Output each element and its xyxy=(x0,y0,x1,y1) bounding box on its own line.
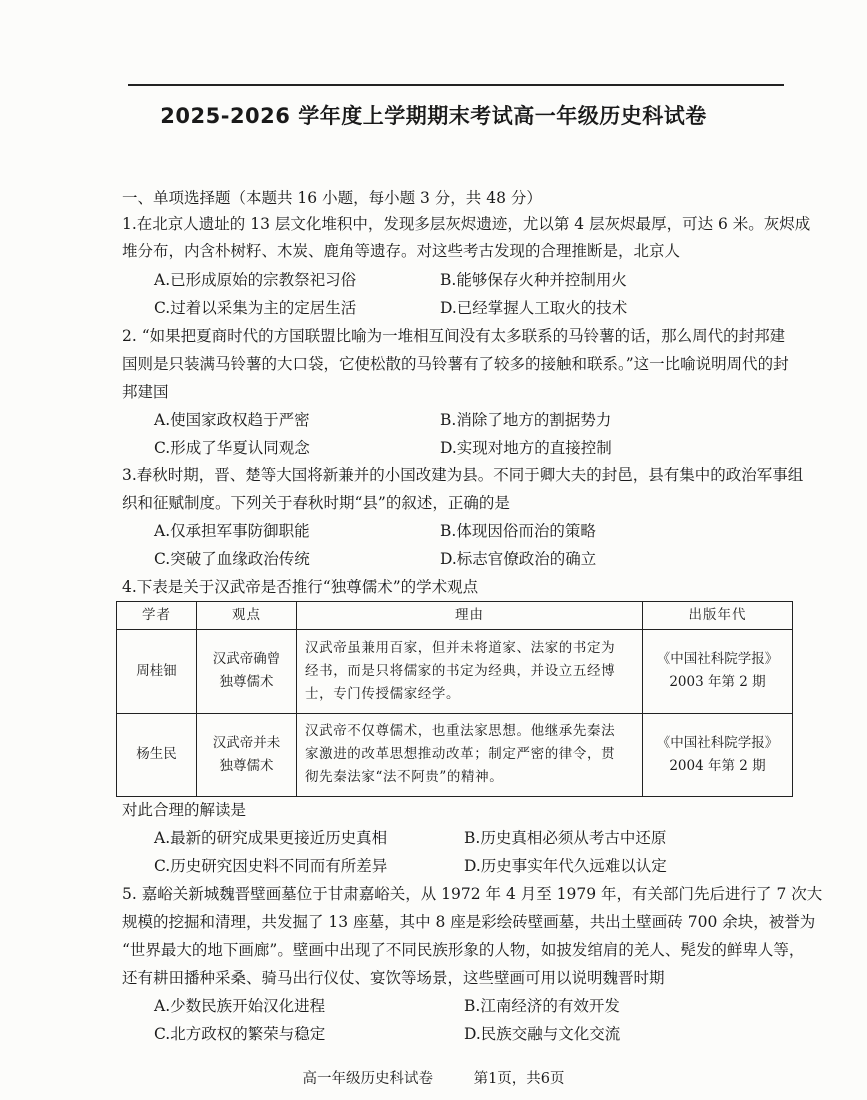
table-row xyxy=(117,713,793,797)
view-line: 独尊儒术 xyxy=(219,674,274,691)
q5-option-c[interactable]: C.北方政权的繁荣与稳定 xyxy=(154,1025,326,1043)
q5-option-d[interactable]: D.民族交融与文化交流 xyxy=(464,1025,621,1043)
reason-cell xyxy=(297,713,643,797)
q3-option-c[interactable]: C.突破了血缘政治传统 xyxy=(154,550,310,568)
view-cell xyxy=(197,713,297,797)
q4-stem: 4.下表是关于汉武帝是否推行“独尊儒术”的学术观点 xyxy=(122,578,479,596)
publication-cell xyxy=(643,713,793,797)
q3-option-b[interactable]: B.体现因俗而治的策略 xyxy=(440,522,596,540)
page-footer xyxy=(0,1067,867,1088)
q1-line: 1.在北京人遗址的 13 层文化堆积中，发现多层灰烬遗迹，尤以第 4 层灰烬最厚，可达 6 米。灰烬成 xyxy=(122,215,811,233)
footer-exam-name: 高一年级历史科试卷 xyxy=(302,1071,433,1087)
q2-line: 2. “如果把夏商时代的方国联盟比喻为一堆相互间没有太多联系的马铃薯的话，那么周代的封邦建 xyxy=(122,327,786,345)
reason-line: 家激进的改革思想推动改革；制定严密的律令，贯 xyxy=(305,746,616,763)
view-line: 汉武帝并未 xyxy=(212,734,281,751)
table-row xyxy=(117,630,793,714)
publication-line: 《中国社科院学报》 xyxy=(656,734,779,751)
q3-option-a[interactable]: A.仅承担军事防御职能 xyxy=(154,522,310,540)
table-header-row xyxy=(117,602,793,630)
q3-line: 织和征赋制度。下列关于春秋时期“县”的叙述，正确的是 xyxy=(122,494,510,512)
scholar-cell: 杨生民 xyxy=(117,713,197,797)
q5-line: “世界最大的地下画廊”。壁画中出现了不同民族形象的人物，如披发绾肩的羌人、髡发的鲜卑人等， xyxy=(122,941,805,959)
q4-option-c[interactable]: C.历史研究因史料不同而有所差异 xyxy=(154,857,388,875)
q4-option-a[interactable]: A.最新的研究成果更接近历史真相 xyxy=(154,829,388,847)
q1-option-c[interactable]: C.过着以采集为主的定居生活 xyxy=(154,299,357,317)
footer-page-number: 第1页，共6页 xyxy=(473,1071,565,1087)
scholar-cell: 周桂钿 xyxy=(117,630,197,714)
q1-option-a[interactable]: A.已形成原始的宗教祭祀习俗 xyxy=(154,271,357,289)
table-header: 理由 xyxy=(297,602,643,630)
table-header: 出版年代 xyxy=(643,602,793,630)
table-header: 学者 xyxy=(117,602,197,630)
q5-option-b[interactable]: B.江南经济的有效开发 xyxy=(464,997,620,1015)
reason-line: 汉武帝不仅尊儒术，也重法家思想。他继承先秦法 xyxy=(305,723,616,740)
reason-line: 汉武帝虽兼用百家，但并未将道家、法家的书定为 xyxy=(305,639,616,656)
q4-option-d[interactable]: D.历史事实年代久远难以认定 xyxy=(464,857,667,875)
scholar-views-table xyxy=(116,601,793,797)
q5-option-a[interactable]: A.少数民族开始汉化进程 xyxy=(154,997,326,1015)
publication-line: 2004 年第 2 期 xyxy=(669,757,766,774)
q3-line: 3.春秋时期，晋、楚等大国将新兼并的小国改建为县。不同于卿大夫的封邑，县有集中的政治军事组 xyxy=(122,466,804,484)
section-heading: 一、单项选择题（本题共 16 小题，每小题 3 分，共 48 分） xyxy=(122,189,542,207)
q5-line: 还有耕田播种采桑、骑马出行仪仗、宴饮等场景，这些壁画可用以说明魏晋时期 xyxy=(122,969,665,987)
q5-line: 规模的挖掘和清理，共发掘了 13 座墓，其中 8 座是彩绘砖壁画墓，共出土壁画砖 700 余块，被誉为 xyxy=(122,913,816,931)
q2-option-b[interactable]: B.消除了地方的割据势力 xyxy=(440,411,612,429)
q2-option-d[interactable]: D.实现对地方的直接控制 xyxy=(440,439,612,457)
q5-line: 5. 嘉峪关新城魏晋壁画墓位于甘肃嘉峪关，从 1972 年 4 月至 1979 年，有关部门先后进行了 7 次大 xyxy=(122,885,823,903)
q2-option-c[interactable]: C.形成了华夏认同观念 xyxy=(154,439,310,457)
header-rule xyxy=(128,84,784,86)
reason-line: 彻先秦法家“法不阿贵”的精神。 xyxy=(305,769,504,786)
view-line: 独尊儒术 xyxy=(219,757,274,774)
publication-cell xyxy=(643,630,793,714)
reason-line: 经书，而是只将儒家的书定为经典，并设立五经博 xyxy=(305,662,616,679)
q3-option-d[interactable]: D.标志官僚政治的确立 xyxy=(440,550,597,568)
table-header: 观点 xyxy=(197,602,297,630)
view-line: 汉武帝确曾 xyxy=(212,651,281,668)
reason-line: 士，专门传授儒家经学。 xyxy=(305,685,461,702)
q2-line: 邦建国 xyxy=(122,383,169,401)
publication-line: 《中国社科院学报》 xyxy=(656,651,779,668)
exam-title: 2025-2026 学年度上学期期末考试高一年级历史科试卷 xyxy=(160,104,707,128)
reason-cell xyxy=(297,630,643,714)
q2-line: 国则是只装满马铃薯的大口袋，它使松散的马铃薯有了较多的接触和联系。”这一比喻说明周代的封 xyxy=(122,355,789,373)
view-cell xyxy=(197,630,297,714)
q1-line: 堆分布，内含朴树籽、木炭、鹿角等遗存。对这些考古发现的合理推断是，北京人 xyxy=(122,242,681,260)
q4-option-b[interactable]: B.历史真相必须从考古中还原 xyxy=(464,829,667,847)
q1-option-b[interactable]: B.能够保存火种并控制用火 xyxy=(440,271,627,289)
q2-option-a[interactable]: A.使国家政权趋于严密 xyxy=(154,411,310,429)
q4-ask: 对此合理的解读是 xyxy=(122,801,247,819)
q1-option-d[interactable]: D.已经掌握人工取火的技术 xyxy=(440,299,628,317)
publication-line: 2003 年第 2 期 xyxy=(669,674,766,691)
